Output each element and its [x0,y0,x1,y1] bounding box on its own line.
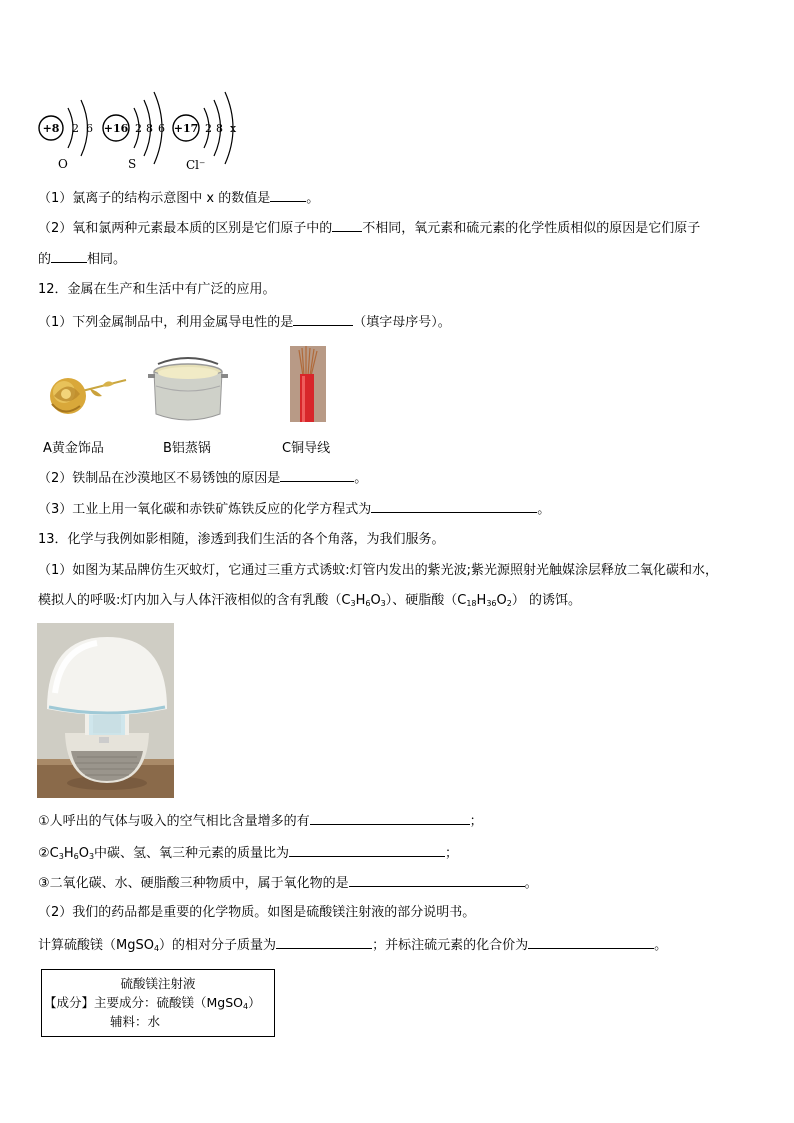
oxygen-nucleus-label: +8 [42,122,60,135]
atom-structure-diagrams [36,82,256,174]
q12-rust-answer-blank[interactable] [280,468,354,482]
medicine-label-title: 硫酸镁注射液 [120,976,196,991]
medicine-label-ingredients: 【成分】主要成分：硫酸镁（MgSO$_4$） [44,995,261,1011]
q13-title: 13．化学与我例如影相随，渗透到我们生活的各个角落，为我们服务。 [38,532,445,547]
medicine-label-excipient: 辅料：水 [110,1014,161,1029]
sulfur-shell-3: 6 [158,122,165,135]
q11-x-answer-blank[interactable] [270,188,306,202]
q11-difference-answer-blank[interactable] [332,218,362,232]
q13-part2: （2）我们的药品都是重要的化学物质。如图是硫酸镁注射液的部分说明书。 [38,905,476,920]
oxygen-shell-2: 6 [86,122,93,135]
oxygen-shell-1: 2 [72,122,79,135]
q11-part2-line1: （2）氧和氯两种元素最本质的区别是它们原子中的 不相同，氧元素和硫元素的化学性质相似的原因是它们原子 [38,218,700,238]
sulfur-atom-diagram [103,92,165,171]
aluminum-pot-image [146,356,230,430]
sulfur-nucleus-label: +16 [103,122,129,135]
q12-conductivity-answer-blank[interactable] [293,312,353,326]
q12-part2: （2）铁制品在沙漠地区不易锈蚀的原因是 。 [38,468,367,488]
q11-similarity-answer-blank[interactable] [51,249,87,263]
q13-calc-line: 计算硫酸镁（MgSO$_4$）的相对分子质量为 ；并标注硫元素的化合价为 。 [38,935,667,955]
q11-part1: （1）氯离子的结构示意图中 x 的数值是 。 [38,188,319,208]
q13-sub2: $②C_3H_6O_3$中碳、氢、氧三种元素的质量比为 ； [38,843,458,863]
q13-part1-line1: （1）如图为某品牌仿生灭蚊灯，它通过三重方式诱蚊:灯管内发出的紫光波;紫光源照射光触媒涂层释放二氧化碳和水， [38,563,719,578]
option-b-label: B铝蒸锅 [163,441,211,456]
oxygen-symbol: O [58,157,68,171]
chloride-symbol: Cl⁻ [186,158,206,172]
q13-exhaled-gas-answer-blank[interactable] [310,811,470,825]
q12-part1: （1）下列金属制品中，利用金属导电性的是 （填字母序号）。 [38,312,451,332]
sulfur-shell-2: 8 [146,122,153,135]
q13-molar-mass-answer-blank[interactable] [276,935,372,949]
chloride-shell-2: 8 [216,122,223,135]
q13-valence-answer-blank[interactable] [528,935,654,949]
q13-oxide-answer-blank[interactable] [349,873,525,887]
q13-sub1: ①人呼出的气体与吸入的空气相比含量增多的有 ； [38,811,483,831]
q11-part2-line2: 的 相同。 [38,249,126,269]
chloride-shell-3: x [230,122,237,135]
chloride-ion-diagram [173,92,237,172]
medicine-label-box [41,969,275,1037]
q12-equation-answer-blank[interactable] [371,499,537,513]
q13-sub3: ③二氧化碳、水、硬脂酸三种物质中，属于氧化物的是 。 [38,873,538,893]
chloride-nucleus-label: +17 [173,122,199,135]
option-a-label: A黄金饰品 [43,441,104,456]
q13-mass-ratio-answer-blank[interactable] [289,843,445,857]
copper-wire-image [290,346,326,422]
gold-rose-image [44,368,130,426]
q12-part3: （3）工业上用一氧化碳和赤铁矿炼铁反应的化学方程式为 。 [38,499,550,519]
sulfur-symbol: S [128,157,137,171]
chloride-shell-1: 2 [205,122,212,135]
mosquito-lamp-image [37,623,174,798]
option-c-label: C铜导线 [282,441,331,456]
q13-part1-line2: 模拟人的呼吸:灯内加入与人体汗液相似的含有乳酸$(C_3H_6O_3)$、硬脂酸$(C_{18}H_{36}O_2)$ 的诱饵。 [38,593,581,608]
oxygen-atom-diagram [39,100,93,171]
q12-title: 12．金属在生产和生活中有广泛的应用。 [38,282,276,297]
sulfur-shell-1: 2 [135,122,142,135]
